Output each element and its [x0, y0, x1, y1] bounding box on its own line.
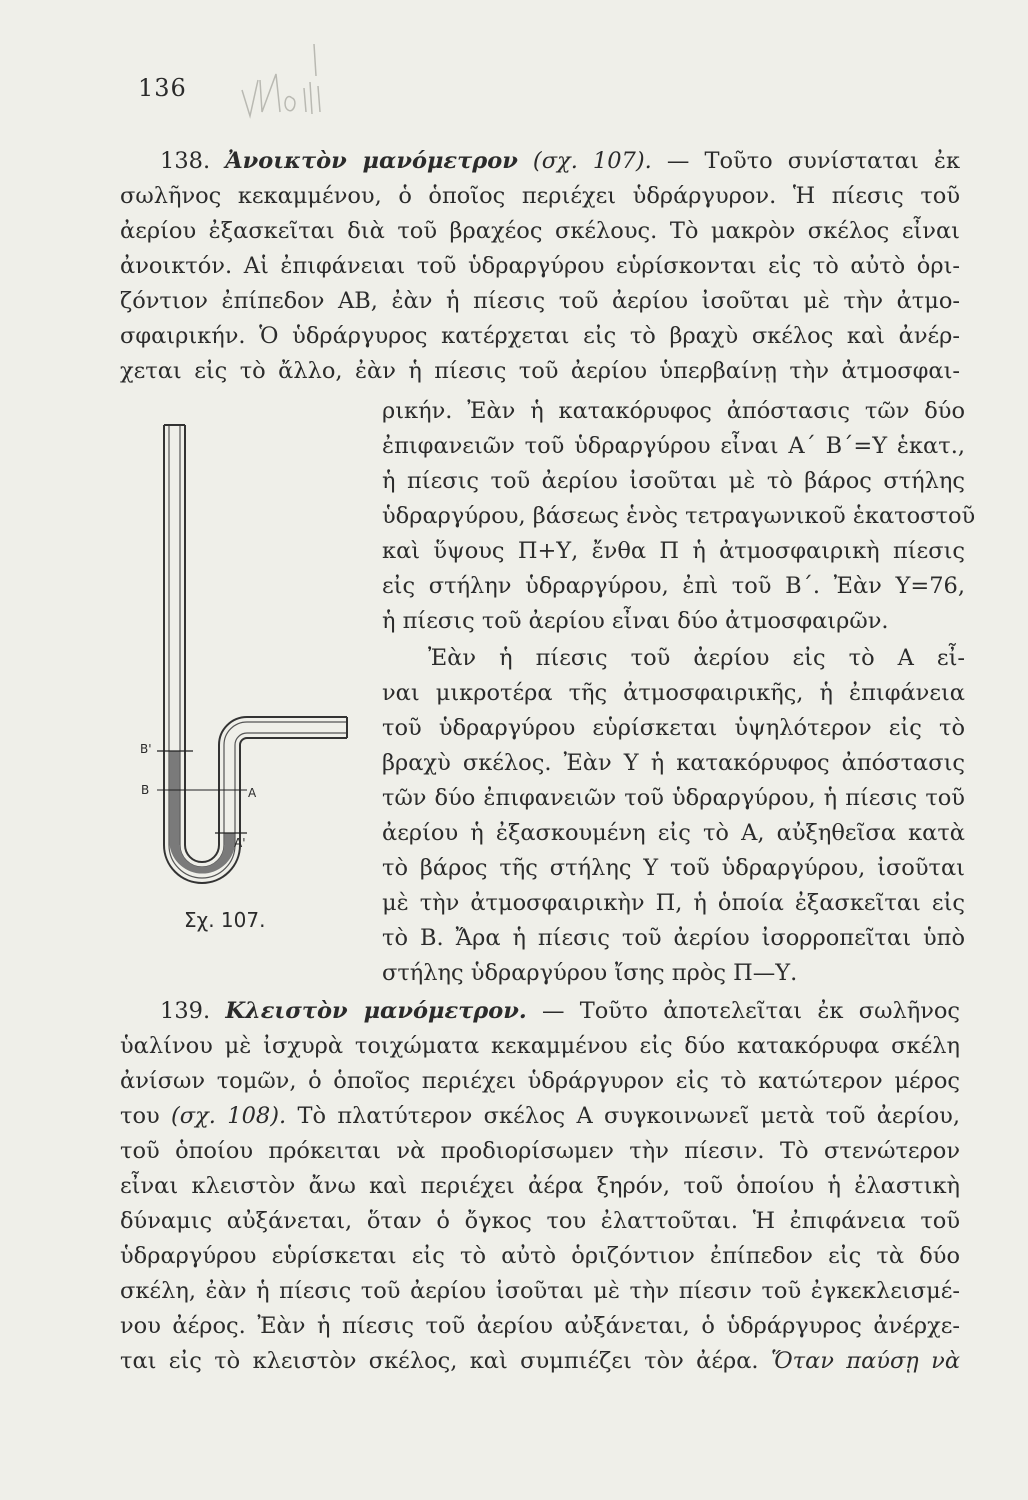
- text-line: εἶναι κλειστὸν ἄνω καὶ περιέχει ἀέρα ξηρόν, τοῦ ὁποίου ἡ ἐλαστικὴ: [120, 1173, 960, 1199]
- handwritten-annotation: [236, 40, 346, 122]
- text-line: τὸ βάρος τῆς στήλης Υ τοῦ ὑδραργύρου, ἰσοῦται: [382, 855, 965, 881]
- text-line: τοῦ ὁποίου πρόκειται νὰ προδιορίσωμεν τὴν πίεσιν. Τὸ στενώτερον: [120, 1138, 960, 1164]
- text-line: βραχὺ σκέλος. Ἐὰν Υ ἡ κατακόρυφος ἀπόστασις: [382, 750, 965, 776]
- text-line: ἀνοικτόν. Αἱ ἐπιφάνειαι τοῦ ὑδραργύρου εὑρίσκονται εἰς τὸ αὐτὸ ὁρι-: [120, 253, 960, 279]
- text-line: ἐπιφανειῶν τοῦ ὑδραργύρου εἶναι Α΄ Β΄=Υ ἑκατ.,: [382, 433, 965, 459]
- text-line: τῶν δύο ἐπιφανειῶν τοῦ ὑδραργύρου, ἡ πίεσις τοῦ: [382, 785, 965, 811]
- text-line: ὑαλίνου μὲ ἰσχυρὰ τοιχώματα κεκαμμένου εἰς δύο κατακόρυφα σκέλη: [120, 1033, 960, 1059]
- text-line: — Τοῦτο ἀποτελεῖται ἐκ σωλῆνος: [541, 998, 961, 1024]
- text-line: εἰς στήλην ὑδραργύρου, ἐπὶ τοῦ Β΄. Ἐὰν Υ=76,: [382, 573, 965, 599]
- text-line: καὶ ὕψους Π+Υ, ἔνθα Π ἡ ἀτμοσφαιρικὴ πίεσις: [382, 538, 965, 564]
- text-fragment-italic: Ὅταν παύσῃ νὰ: [770, 1348, 961, 1374]
- text-line: χεται εἰς τὸ ἄλλο, ἐὰν ἡ πίεσις τοῦ ἀερίου ὑπερβαίνῃ τὴν ἀτμοσφαι-: [120, 358, 960, 384]
- text-line: ρικήν. Ἐὰν ἡ κατακόρυφος ἀπόστασις τῶν δύο: [382, 398, 965, 424]
- section-138-heading: [160, 148, 960, 174]
- text-fragment: ται εἰς τὸ κλειστὸν σκέλος, καὶ συμπιέζει τὸν ἀέρα.: [120, 1348, 759, 1374]
- text-line: στήλης ὑδραργύρου ἴσης πρὸς Π—Υ.: [382, 960, 798, 986]
- figure-caption: Σχ. 107.: [184, 908, 266, 932]
- text-line: τὸ Β. Ἄρα ἡ πίεσις τοῦ ἀερίου ἰσορροπεῖται ὑπὸ: [382, 925, 965, 951]
- section-139-heading: [160, 998, 960, 1024]
- section-title: Ἀνοικτὸν μανόμετρον: [225, 148, 518, 174]
- text-line-final: [120, 1348, 960, 1374]
- text-line: σκέλη, ἐὰν ἡ πίεσις τοῦ ἀερίου ἰσοῦται μὲ τὴν πίεσιν τοῦ ἐγκεκλεισμέ-: [120, 1278, 960, 1304]
- text-line: τοῦ ὑδραργύρου εὑρίσκεται ὑψηλότερον εἰς τὸ: [382, 715, 965, 741]
- text-fragment: Τὸ πλατύτερον σκέλος Α συγκοινωνεῖ μετὰ τοῦ ἀερίου,: [297, 1103, 961, 1129]
- text-line: ὑδραργύρου εὑρίσκεται εἰς τὸ αὐτὸ ὁριζόντιον ἐπίπεδον εἰς τὰ δύο: [120, 1243, 960, 1269]
- page-number: 136: [138, 74, 187, 102]
- label-b: B: [141, 783, 150, 797]
- text-line-with-reference: [120, 1103, 960, 1129]
- text-line: ζόντιον ἐπίπεδον ΑΒ, ἐὰν ἡ πίεσις τοῦ ἀερίου ἰσοῦται μὲ τὴν ἀτμο-: [120, 288, 960, 314]
- text-line: δύναμις αὐξάνεται, ὅταν ὁ ὄγκος του ἐλαττοῦται. Ἡ ἐπιφάνεια τοῦ: [120, 1208, 960, 1234]
- text-line: ἡ πίεσις τοῦ ἀερίου ἰσοῦται μὲ τὸ βάρος στήλης: [382, 468, 965, 494]
- text-line: μὲ τὴν ἀτμοσφαιρικὴν Π, ἡ ὁποία ἐξασκεῖται εἰς: [382, 890, 965, 916]
- figure-reference: (σχ. 107).: [532, 148, 652, 174]
- section-number: 138.: [160, 148, 211, 174]
- label-a: A: [248, 786, 257, 800]
- figure-reference: (σχ. 108).: [171, 1103, 287, 1129]
- figure-107-open-manometer: [135, 415, 365, 900]
- text-fragment: του: [120, 1103, 160, 1129]
- text-line: σφαιρικήν. Ὁ ὑδράργυρος κατέρχεται εἰς τὸ βραχὺ σκέλος καὶ ἀνέρ-: [120, 323, 960, 349]
- text-line: ἀνίσων τομῶν, ὁ ὁποῖος περιέχει ὑδράργυρον εἰς τὸ κατώτερον μέρος: [120, 1068, 960, 1094]
- text-line: νου ἀέρος. Ἐὰν ἡ πίεσις τοῦ ἀερίου αὐξάνεται, ὁ ὑδράργυρος ἀνέρχε-: [120, 1313, 960, 1339]
- label-a-prime: A': [234, 836, 246, 850]
- label-b-prime: B': [140, 742, 152, 756]
- text-line: ἀερίου ἡ ἐξασκουμένη εἰς τὸ Α, αὐξηθεῖσα κατὰ: [382, 820, 965, 846]
- handwritten-note-icon: [236, 40, 346, 122]
- u-tube-manometer-diagram: [135, 415, 365, 900]
- text-line: ἡ πίεσις τοῦ ἀερίου εἶναι δύο ἀτμοσφαιρῶν.: [382, 608, 889, 634]
- text-line: ναι μικροτέρα τῆς ἀτμοσφαιρικῆς, ἡ ἐπιφάνεια: [382, 680, 965, 706]
- text-line: σωλῆνος κεκαμμένου, ὁ ὁποῖος περιέχει ὑδράργυρον. Ἡ πίεσις τοῦ: [120, 183, 960, 209]
- text-line: — Τοῦτο συνίσταται ἐκ: [666, 148, 961, 174]
- text-line: Ἐὰν ἡ πίεσις τοῦ ἀερίου εἰς τὸ Α εἶ-: [428, 645, 965, 671]
- section-title: Κλειστὸν μανόμετρον.: [225, 998, 527, 1024]
- section-number: 139.: [160, 998, 211, 1024]
- text-line: ἀερίου ἐξασκεῖται διὰ τοῦ βραχέος σκέλους. Τὸ μακρὸν σκέλος εἶναι: [120, 218, 960, 244]
- text-line: ὑδραργύρου, βάσεως ἑνὸς τετραγωνικοῦ ἑκατοστοῦ: [382, 503, 976, 529]
